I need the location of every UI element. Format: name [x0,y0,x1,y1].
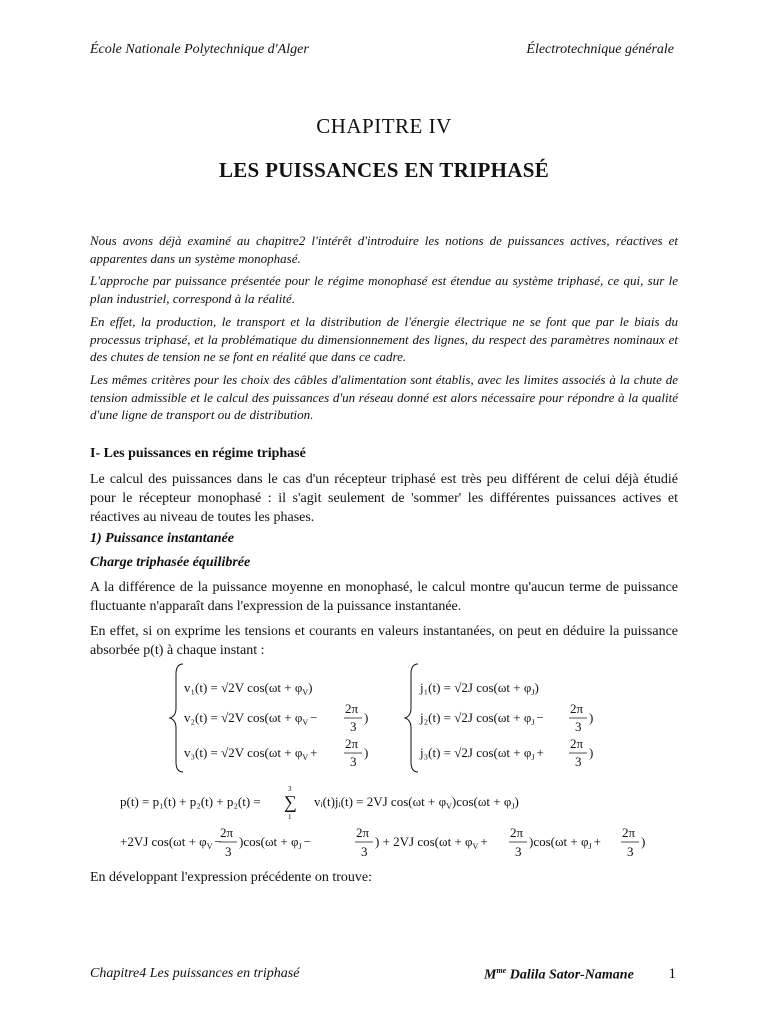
eq-v3-sub: V [302,753,309,762]
svg-text:v₃(t) = √2V cos(ωt + φV+ [184,745,317,762]
header-subject: Électrotechnique générale [526,42,674,57]
eq-l2-b: )cos(ωt + φ [239,834,299,849]
eq-l2-sub-v1: V [206,842,213,851]
page-number: 1 [668,966,676,982]
footer-author [484,966,634,984]
eq-v1-sub: V [302,688,309,697]
eq-v2-close: ) [364,710,369,725]
eq-l2-minus1: − [214,834,222,849]
intro-paragraph-3: En effet, la production, le transport et la distribution de l'énergie électrique ne se font que par le biais du processus triphasé, et la problématique du dimensionnement des lignes, du respect des paramètres nominaux et des chutes de tension ne se font en réalité que dans ce cadre. [90,314,678,364]
eq-v2-op: − [310,710,318,725]
footer-author-prefix: M [484,967,497,983]
eq-p-sub-j: J [511,802,515,811]
intro-paragraph-4: Les mêmes critères pour les choix des câbles d'alimentation sont établis, avec les limites associés à la chute de tension admissible et le calcul des puissances d'un réseau donné est alors nécessaire pour répondre à la qualité d'une ligne de transport ou de distribution. [90,372,678,422]
eq-j3-sub: J [531,753,535,762]
eq-l2-a: +2VJ cos(ωt + φ [120,834,207,849]
section-paragraph-4: En développant l'expression précédente on trouve: [90,870,373,885]
eq-l2-den2: 3 [361,844,368,859]
eq-l2-sub-v2: V [472,842,479,851]
eq-v2-num: 2π [345,701,359,716]
section-paragraph-3: En effet, si on exprime les tensions et courants en valeurs instantanées, on peut en déduire la puissance absorbée p(t) à chaque instant : [90,624,678,658]
eq-l2-num1: 2π [220,825,234,840]
eq-v1-close: ) [308,680,313,695]
intro-paragraph-2: L'approche par puissance présentée pour le régime monophasé est étendue au système triphasé, ce qui, sur le plan industriel, correspond à la réalité. [90,273,678,306]
eq-v2-den: 3 [350,719,357,734]
footer-chapter: Chapitre4 Les puissances en triphasé [90,966,300,981]
eq-l2-sub-j2: J [588,842,592,851]
svg-text:+2VJ cos(ωt + φV− [120,834,222,851]
eq-v2: v₂(t) = √2V cos(ωt + φ [184,710,303,725]
eq-l2-num3: 2π [510,825,524,840]
eq-j2-num: 2π [570,701,584,716]
eq-j2: j₂(t) = √2J cos(ωt + φ [420,710,532,725]
eq-j1-sub: J [531,688,535,697]
eq-sigma: ∑ [284,792,297,812]
eq-j2-close: ) [589,710,594,725]
svg-text:vᵢ(t)jᵢ(t) = 2VJ cos(ωt + φV)c [314,794,519,811]
eq-j3: j₃(t) = √2J cos(ωt + φ [420,745,532,760]
eq-p-cos-mid: )cos(ωt + φ [451,794,512,809]
eq-p-rest: vᵢ(t)jᵢ(t) = 2VJ cos(ωt + φ [314,794,447,809]
svg-text:j₁(t) = √2J cos(ωt + φJ) [419,680,539,697]
header-school: École Nationale Polytechnique d'Alger [90,42,309,57]
eq-l2-minus2: − [303,834,311,849]
svg-text:) + 2VJ cos(ωt + φV+ [375,834,488,851]
chapter-heading: CHAPITRE IV [316,114,452,138]
svg-text:j₂(t) = √2J cos(ωt + φJ− [419,710,544,727]
eq-l2-c: ) + 2VJ cos(ωt + φ [375,834,473,849]
eq-j3-close: ) [589,745,594,760]
eq-v3-op: + [310,745,318,760]
eq-sum-bot: 1 [288,813,292,821]
brace-left-currents [405,664,418,772]
section-paragraph-2: A la différence de la puissance moyenne en monophasé, le calcul montre qu'aucun terme de puissance fluctuante n'apparaît dans l'expression de la puissance instantanée. [90,580,678,614]
section-heading: I- Les puissances en régime triphasé [90,446,306,461]
intro-paragraph-1: Nous avons déjà examiné au chapitre2 l'intérêt d'introduire les notions de puissances actives, réactives et apparentes dans un système monophasé. [90,233,678,266]
subsection-heading: 1) Puissance instantanée [90,531,234,546]
svg-text:v₂(t) = √2V cos(ωt + φV− [184,710,317,727]
eq-j2-den: 3 [575,719,582,734]
eq-j1-close: ) [534,680,539,695]
eq-v3-num: 2π [345,736,359,751]
eq-j1: j₁(t) = √2J cos(ωt + φ [420,680,532,695]
eq-j2-op: − [536,710,544,725]
svg-text:v₁(t) = √2V cos(ωt + φV) [184,680,312,697]
footer-author-sup: me [496,966,507,975]
svg-text:)cos(ωt + φJ+ [529,834,601,851]
eq-v1: v₁(t) = √2V cos(ωt + φ [184,680,303,695]
eq-l2-plus1: + [480,834,488,849]
eq-j3-num: 2π [570,736,584,751]
subsubsection-heading: Charge triphasée équilibrée [90,555,251,570]
eq-j3-den: 3 [575,754,582,769]
eq-p-main: p(t) = p₁(t) + p₂(t) + p₂(t) = [120,794,261,809]
eq-l2-num4: 2π [622,825,636,840]
eq-l2-sub-j1: J [298,842,302,851]
eq-l2-close: ) [641,834,646,849]
eq-l2-den4: 3 [627,844,634,859]
eq-l2-d: )cos(ωt + φ [529,834,589,849]
svg-text:)cos(ωt + φJ− [239,834,311,851]
svg-text:j₃(t) = √2J cos(ωt + φJ+ [419,745,544,762]
eq-sum-top: 3 [288,785,292,793]
eq-v2-sub: V [302,718,309,727]
eq-v3-close: ) [364,745,369,760]
eq-p-close: ) [514,794,519,809]
brace-left-voltages [170,664,183,772]
eq-l2-num2: 2π [356,825,370,840]
eq-l2-plus2: + [593,834,601,849]
eq-p-sub-v: V [446,802,452,811]
eq-j2-sub: J [531,718,535,727]
eq-l2-den1: 3 [225,844,232,859]
footer-author-name: Dalila Sator-Namane [506,967,634,983]
eq-v3: v₃(t) = √2V cos(ωt + φ [184,745,303,760]
page-title: LES PUISSANCES EN TRIPHASÉ [218,158,550,182]
eq-l2-den3: 3 [515,844,522,859]
eq-v3-den: 3 [350,754,357,769]
section-paragraph-1: Le calcul des puissances dans le cas d'un récepteur triphasé est très peu différent de celui déjà étudié pour le récepteur monophasé : il s'agit seulement de 'sommer' les différentes puissances actives et réactives au niveau de toutes les phases. [90,472,678,525]
eq-j3-op: + [536,745,544,760]
